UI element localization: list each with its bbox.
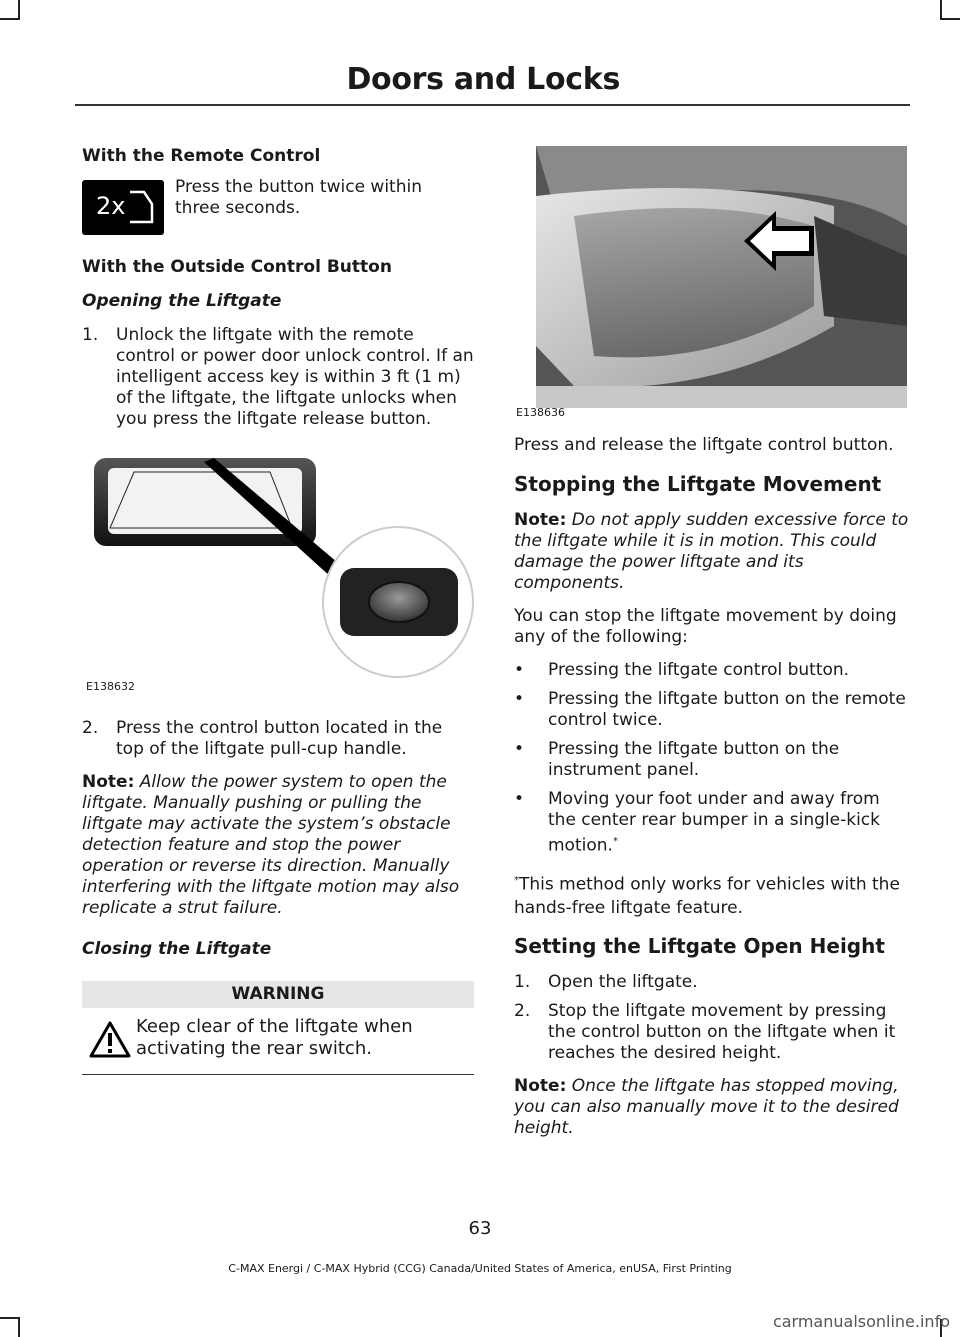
step-text: Stop the liftgate movement by pressing the control button on the liftgate when it reaches the desired height. <box>548 1001 896 1064</box>
left-column <box>82 146 474 1075</box>
remote-icon-text: 2x <box>96 192 126 220</box>
warning-triangle-icon <box>88 1020 132 1060</box>
bullet-icon: • <box>514 689 525 709</box>
liftgate-symbol-icon <box>126 188 156 228</box>
warning-title-bar <box>82 981 474 1008</box>
press-release-text: Press and release the liftgate control button. <box>514 435 894 455</box>
list-item <box>514 739 909 781</box>
step-2-text: Press the control button located in the top of the liftgate pull-cup handle. <box>116 718 443 759</box>
list-item-text-body: Moving your foot under and away from the center rear bumper in a single-kick motion. <box>548 789 880 856</box>
list-item-text: Pressing the liftgate control button. <box>548 660 850 680</box>
figure-label: E138636 <box>516 406 565 419</box>
warning-box <box>82 981 474 1075</box>
step-2 <box>82 718 474 760</box>
step-text: Open the liftgate. <box>548 972 698 993</box>
step-1-number: 1. <box>82 325 99 345</box>
note-1 <box>82 772 474 919</box>
note-label: Note: <box>82 772 135 792</box>
list-item <box>514 689 909 731</box>
crop-mark <box>0 1317 20 1319</box>
remote-heading: With the Remote Control <box>82 146 321 166</box>
page-title: Doors and Locks <box>346 62 620 97</box>
watermark: carmanualsonline.info <box>772 1312 950 1331</box>
note-3-text: Once the liftgate has stopped moving, you can also manually move it to the desired height. <box>514 1076 899 1139</box>
footnote-text: This method only works for vehicles with the hands-free liftgate feature. <box>514 874 900 919</box>
height-step-2 <box>514 1001 909 1064</box>
opening-heading: Opening the Liftgate <box>82 291 282 311</box>
note-3 <box>514 1076 909 1139</box>
page-number: 63 <box>468 1218 492 1239</box>
height-step-1 <box>514 972 909 993</box>
crop-mark <box>940 0 942 18</box>
step-1 <box>82 325 474 430</box>
list-item <box>514 789 909 857</box>
note-2-text: Do not apply sudden excessive force to the liftgate while it is in motion. This could damage the power liftgate and its components. <box>514 510 909 593</box>
crop-mark <box>940 18 960 20</box>
note-label: Note: <box>514 1076 567 1097</box>
list-item <box>514 660 909 681</box>
warning-bottom-rule <box>82 1074 474 1075</box>
right-column <box>514 146 909 1139</box>
crop-mark <box>0 18 20 20</box>
warning-body <box>82 1016 474 1060</box>
outside-button-heading: With the Outside Control Button <box>82 257 392 277</box>
pull-cup-handle-illustration <box>82 444 474 704</box>
list-item-text: Pressing the liftgate button on the remote control twice. <box>548 689 906 730</box>
step-number: 2. <box>514 1001 531 1022</box>
note-label: Note: <box>514 510 567 530</box>
footnote-marker: * <box>612 836 618 847</box>
liftgate-interior-photo <box>514 146 907 421</box>
footnote <box>514 869 909 921</box>
bullet-icon: • <box>514 739 525 759</box>
print-line: C-MAX Energi / C-MAX Hybrid (CCG) Canada/United States of America, enUSA, First Printing <box>228 1262 732 1275</box>
remote-2x-icon <box>82 180 164 235</box>
pull-cup-handle-figure <box>82 444 474 704</box>
note-1-text: Allow the power system to open the liftgate. Manually pushing or pulling the liftgate may activate the system’s obstacle detection feature and stop the power operation or reverse its direction. Manually interfering with the liftgate motion may also replicate a strut failure. <box>82 772 460 918</box>
remote-instruction <box>82 177 474 235</box>
stopping-heading: Stopping the Liftgate Movement <box>514 472 882 496</box>
step-2-number: 2. <box>82 718 99 738</box>
figure-label: E138632 <box>86 680 135 693</box>
crop-mark <box>18 0 20 18</box>
warning-title: WARNING <box>231 984 325 1004</box>
bullet-icon: • <box>514 789 525 809</box>
crop-mark <box>18 1319 20 1337</box>
stop-methods-list <box>514 660 909 857</box>
warning-text: Keep clear of the liftgate when activating the rear switch. <box>136 1016 413 1059</box>
header-divider <box>75 104 910 106</box>
bullet-icon: • <box>514 660 525 680</box>
height-heading: Setting the Liftgate Open Height <box>514 934 885 959</box>
stop-intro: You can stop the liftgate movement by doing any of the following: <box>514 606 897 647</box>
liftgate-photo-figure <box>514 146 907 421</box>
list-item-text: Pressing the liftgate button on the instrument panel. <box>548 739 840 780</box>
step-number: 1. <box>514 972 531 993</box>
closing-heading: Closing the Liftgate <box>82 939 272 959</box>
step-1-text: Unlock the liftgate with the remote control or power door unlock control. If an intelligent access key is within 3 ft (1 m) of the liftgate, the liftgate unlocks when you press the liftgate release button. <box>116 325 474 429</box>
footnote-marker: * <box>514 874 519 886</box>
note-2 <box>514 510 909 594</box>
list-item-text <box>548 789 909 857</box>
remote-text: Press the button twice within three seconds. <box>175 177 422 218</box>
